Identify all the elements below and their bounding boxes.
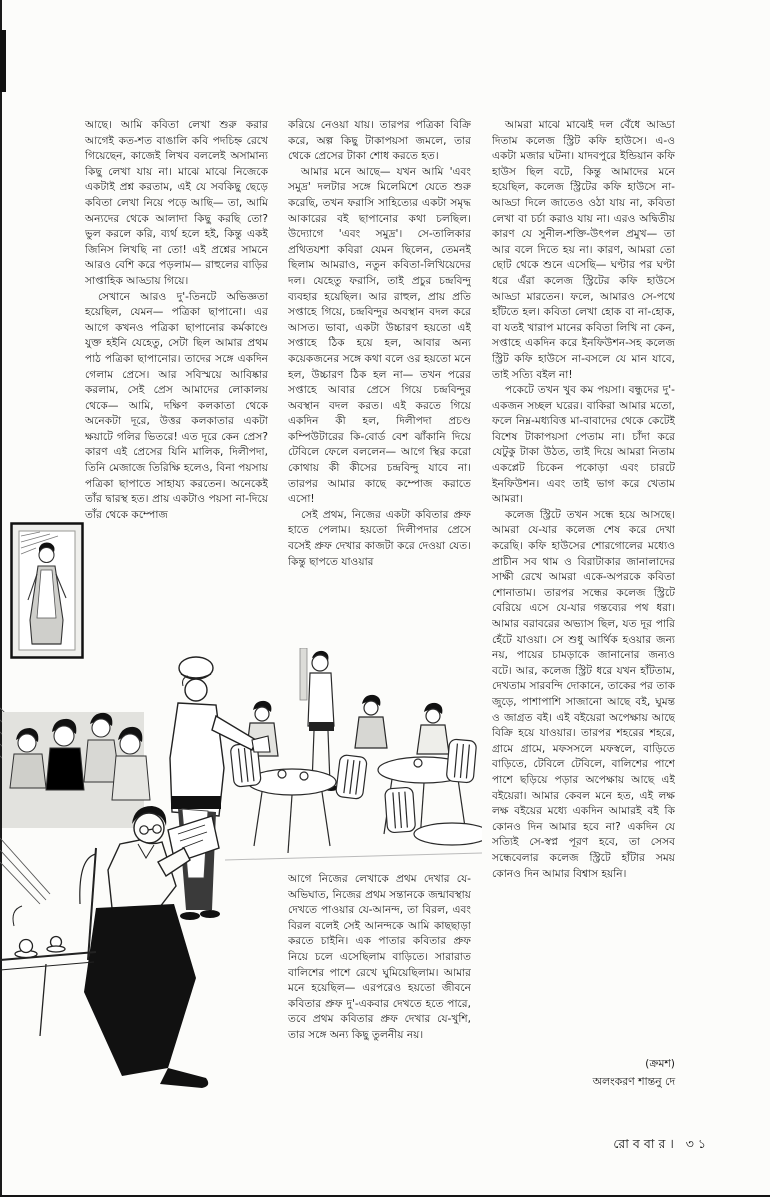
text-column-1 — [85, 118, 268, 663]
continuation-marker: (ক্রমশ) — [645, 1057, 675, 1070]
coffee-house-illustration — [0, 648, 482, 1114]
paragraph: পকেটে তখন খুব কম পয়সা। বন্ধুদের দু'-একজন সচ্ছল ঘরের। বাকিরা আমার মতো, ফলে নিম্ন-মধ্যবিত্ত মা-বাবাদের থেকে কেটেই বিশেষ টাকাপয়সা পেতাম না। চাঁদা করে যেটুকু টাকা উঠত, তাই দিয়ে আমরা নিতাম একপ্লেট চিকেন পকোড়া এবং চারটে ইনফিউশন। এবং তাই ভাগ করে খেতাম আমরা। — [492, 384, 675, 506]
illustration-credit: অলংকরণ শান্তনু দে — [592, 1075, 675, 1088]
paragraph: আমরা মাঝে মাঝেই দল বেঁধে আড্ডা দিতাম কলেজ স্ট্রিট কফি হাউসে। এ-ও একটা মজার ঘটনা। যাদবপুরে ইন্ডিয়ান কফি হাউস ছিল বটে, কিন্তু আমাদের মনে হয়েছিল, কলেজ স্ট্রিটের কফি হাউসে না-আড্ডা দিলে জাতেও ওঠা যায় না, কবিতা লেখা বা চর্চা করাও যায় না। এরও অদ্বিতীয় কারণ যে সুনীল-শক্তি-উৎপল প্রমুখ— তা আর বলে দিতে হয় না। কারণ, আমরা তো ছোট থেকে শুনে এসেছি— ঘণ্টার পর ঘণ্টা ধরে এঁরা কলেজ স্ট্রিটের কফি হাউসে আড্ডা মারতেন। ফলে, আমারও সে-পথে হাঁটতে হল। কবিতা লেখা হোক বা না-হোক, বা যতই খারাপ মানের কবিতা লিখি না কেন, সপ্তাহে একদিন করে ইনফিউশন-সহ কলেজ স্ট্রিট কফি হাউসে না-বসলে যে মান যাবে, তাই সত্যি বইল না! — [492, 119, 675, 381]
framed-figure-sketch-icon — [10, 522, 84, 659]
text-column-2-upper — [288, 118, 471, 660]
paragraph: আছে। আমি কবিতা লেখা শুরু করার আগেই কত-শত বাঙালি কবি পদচিহ্ন রেখে গিয়েছেন, কাজেই লিখব বললেই অসামান্য কিছু লেখা যায় না। মাঝে মাঝে নিজেকে একটাই প্রশ্ন করতাম, এই যে সবকিছু ছেড়ে কবিতা লেখা নিয়ে পড়ে আছি— তা, আমি অন্যদের থেকে আলাদা কিছু করছি তো? ভুল করলে করি, ব্যর্থ হলে হই, কিন্তু একই জিনিস লিখছি না তো! এই প্রশ্নের সামনে আরও বেশি করে পড়লাম— রাহুলের বাড়ির সাপ্তাহিক আড্ডায় গিয়ে। — [85, 119, 268, 287]
page-footer-label: রোববার। ৩১ — [613, 1136, 710, 1151]
margin-portrait-illustration — [10, 522, 84, 659]
paragraph: আগে নিজের লেখাকে প্রথম দেখার যে-অভিঘাত, নিজের প্রথম সন্তানকে জন্মাবস্থায় দেখতে পাওয়ার যে-আনন্দ, তা বিরল, এবং বিরল বলেই সেই আনন্দকে আমি কাছছাড়া করতে চাইনি। এক পাতার কবিতার প্রুফ নিয়ে চলে এসেছিলাম বাড়িতে। সারারাত বালিশের পাশে রেখে ঘুমিয়েছিলাম। আমার মনে হয়েছিল— এরপরেও হয়তো জীবনে কবিতার প্রুফ দু'-একবার দেখতে হতে পারে, তবে প্রথম কবিতার প্রুফ দেখার যে-খুশি, তার সঙ্গে অন্য কিছু তুলনীয় নয়। — [288, 873, 471, 1041]
paragraph: করিয়ে নেওয়া যায়। তারপর পত্রিকা বিক্রি করে, অল্প কিছু টাকাপয়সা জমলে, তার থেকে প্রেসের টাকা শোধ করতে হত। — [288, 119, 471, 163]
paragraph: কলেজ স্ট্রিটে তখন সন্ধে হয়ে আসছে। আমরা যে-যার কলেজ শেষ করে দেখা করেছি। কফি হাউসের শোরগোলের মধ্যেও প্রাচীন সব থাম ও বিরাটাকার জানালাদের সাক্ষী রেখে আমরা একে-অপরকে কবিতা শোনাতাম। তারপর সন্ধের কলেজ স্ট্রিটে বেরিয়ে এসে যে-যার গন্তব্যের পথ ধরা। আমার বরাবরের অভ্যাস ছিল, যত দূর পারি হেঁটে যাওয়া। সে শুধু আর্থিক হওয়ার জন্য নয়, পায়ের চামড়াকে জানানোর জন্যও বটে। আর, কলেজ স্ট্রিট ধরে যখন হাঁটতাম, দেখতাম সারবন্দি দোকানে, তাকের পর তাক জুড়ে, পাশাপাশি সাজানো আছে বই, ঘুমন্ত ও জাগ্রত বই। এই বইয়েরা অপেক্ষায় আছে বিক্রি হয়ে যাওয়ার। তারপর শহরের শহরে, গ্রামে গ্রামে, মফসসলে মফস্বলে, বাড়িতে বাড়িতে, টেবিলে টেবিলে, বালিশের পাশে পাশে ছড়িয়ে পড়ার অপেক্ষায় আছে এই বইয়েরা। আমার কেবল মনে হত, এই লক্ষ লক্ষ বইয়ের মধ্যে একদিন আমারই বই কি কোনও দিন আমার হবে না? একদিন যে সত্যিই সে-স্বপ্ন পূরণ হবে, তা সেসব সন্ধেবেলার কলেজ স্ট্রিটে হাঁটার সময় কোনও দিন আমার বিশ্বাস হয়নি। — [492, 508, 675, 880]
paragraph: আমার মনে আছে— যখন আমি 'এবং সমুদ্র' দলটার সঙ্গে মিলেমিশে যেতে শুরু করেছি, তখন ফরাসি সাহিত্যের একটা সমৃদ্ধ আকারের বই ছাপানোর কথা চলছিল। উদ্যোগে 'এবং সমুদ্র'। সে-তালিকার প্রথিতযশা কবিরা যেমন ছিলেন, তেমনই ছিলাম আমরাও, নতুন কবিতা-লিখিয়েদের দল। যেহেতু ফরাসি, তাই প্রচুর চন্দ্রবিন্দু ব্যবহার হয়েছিল। আর রাহুল, প্রায় প্রতি সপ্তাহে গিয়ে, চন্দ্রবিন্দুর অবস্থান বদল করে আসত। ভাবা, একটা উচ্চারণ হয়তো এই সপ্তাহে ঠিক হয়ে হল, আবার অন্য কয়েকজনের সঙ্গে কথা বলে ওর হয়তো মনে হল, উচ্চারণ ঠিক হল না— তখন পরের সপ্তাহে আবার প্রেসে গিয়ে চন্দ্রবিন্দুর অবস্থান বদল করত। এই করতে গিয়ে একদিন কী হল, দিলীপদা প্রচণ্ড কম্পিউটারের কি-বোর্ড বেশ ঝাঁকানি দিয়ে টেবিলে ফেলে বললেন— আগে স্থির করো কোথায় কী কীসের চন্দ্রবিন্দু যাবে না। তারপর আমার কাছে কম্পোজ করাতে এসো! — [288, 165, 471, 506]
scan-edge-mark — [0, 30, 6, 92]
paragraph: সেখানে আরও দু'-তিনটে অভিজ্ঞতা হয়েছিল, যেমন— পত্রিকা ছাপানো। এর আগে কখনও পত্রিকা ছাপানোর কর্মকাণ্ডে যুক্ত হইনি যেহেতু, সেটা ছিল আমার প্রথম পাঠ পত্রিকা ছাপানোর। তাদের সঙ্গে একদিন গেলাম প্রেসে। আর সবিস্ময়ে আবিষ্কার করলাম, সেই প্রেস আমাদের লোকালয় থেকে— আমি, দক্ষিণ কলকাতা থেকে অনেকটা দূরে, উত্তর কলকাতার একটা ক্ষয়াটে গলির ভিতরে! এত দূরে কেন প্রেস? কারণ এই প্রেসের যিনি মালিক, দিলীপদা, তিনি মেজাজে তিরিক্ষি হলেও, বিনা পয়সায় পত্রিকা ছাপাতে সাহায্য করতেন। অনেকেই তাঁর দ্বারস্থ হত। প্রায় একটাও পয়সা না-দিয়ে তাঁর থেকে কম্পোজ — [85, 290, 268, 521]
paragraph: সেই প্রথম, নিজের একটা কবিতার প্রুফ হাতে পেলাম। হয়তো দিলীপদার প্রেসে বসেই প্রুফ দেখার কাজটা করে দেওয়া যেত। কিন্তু ছাপতে যাওয়ার — [288, 508, 471, 568]
coffee-house-sketch-icon — [0, 648, 482, 1114]
text-column-3 — [492, 118, 675, 1052]
